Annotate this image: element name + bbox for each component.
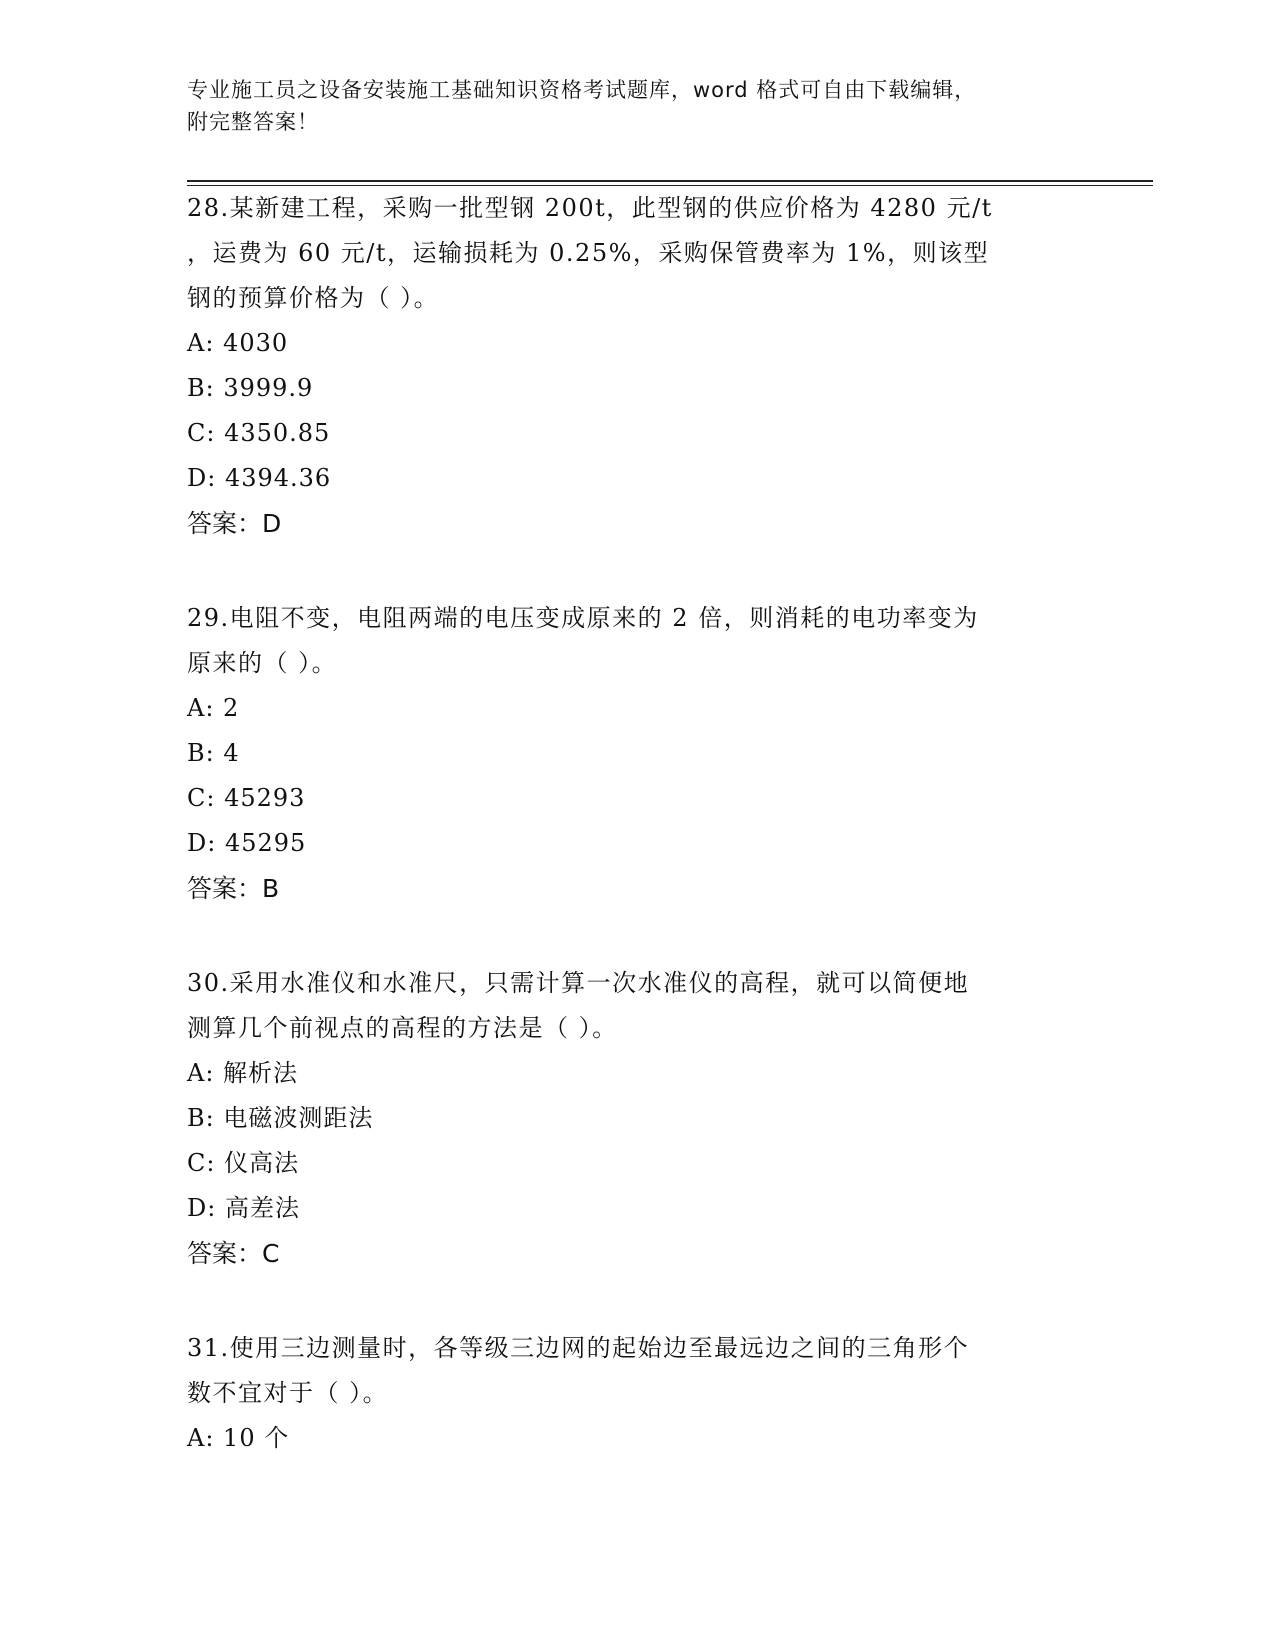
question-text-line: 29.电阻不变，电阻两端的电压变成原来的 2 倍，则消耗的电功率变为 bbox=[187, 604, 979, 632]
answer: 答案：C bbox=[187, 1239, 280, 1268]
option-d: D: 4394.36 bbox=[187, 464, 332, 492]
question-text-line: 数不宜对于（ ）。 bbox=[187, 1379, 389, 1407]
question-text-line: 31.使用三边测量时，各等级三边网的起始边至最远边之间的三角形个 bbox=[187, 1334, 970, 1362]
header-line-1: 专业施工员之设备安装施工基础知识资格考试题库，word 格式可自由下载编辑， bbox=[187, 78, 977, 102]
header-divider bbox=[187, 180, 1153, 182]
option-a: A: 10 个 bbox=[187, 1424, 290, 1452]
answer: 答案：D bbox=[187, 509, 282, 538]
question-29 bbox=[187, 596, 1087, 911]
question-text-line: 28.某新建工程，采购一批型钢 200t，此型钢的供应价格为 4280 元/t bbox=[187, 194, 993, 222]
question-list bbox=[187, 186, 1087, 1461]
option-b: B: 3999.9 bbox=[187, 374, 314, 402]
option-b: B: 电磁波测距法 bbox=[187, 1104, 374, 1132]
option-d: D: 45295 bbox=[187, 829, 307, 857]
question-31 bbox=[187, 1326, 1087, 1461]
spacer bbox=[187, 1276, 1087, 1326]
option-a: A: 解析法 bbox=[187, 1059, 299, 1087]
question-30 bbox=[187, 961, 1087, 1276]
question-text-line: 测算几个前视点的高程的方法是（ ）。 bbox=[187, 1014, 618, 1042]
document-header bbox=[187, 74, 1047, 138]
header-line-2: 附完整答案！ bbox=[187, 110, 319, 134]
option-c: C: 45293 bbox=[187, 784, 306, 812]
question-text-line: ，运费为 60 元/t，运输损耗为 0.25%，采购保管费率为 1%，则该型 bbox=[187, 239, 990, 267]
question-text-line: 原来的（ ）。 bbox=[187, 649, 338, 677]
option-b: B: 4 bbox=[187, 739, 240, 767]
question-text-line: 钢的预算价格为（ ）。 bbox=[187, 284, 440, 312]
spacer bbox=[187, 546, 1087, 596]
question-text-line: 30.采用水准仪和水准尺，只需计算一次水准仪的高程，就可以简便地 bbox=[187, 969, 970, 997]
option-d: D: 高差法 bbox=[187, 1194, 300, 1222]
option-a: A: 2 bbox=[187, 694, 240, 722]
answer: 答案：B bbox=[187, 874, 280, 903]
option-c: C: 4350.85 bbox=[187, 419, 331, 447]
option-a: A: 4030 bbox=[187, 329, 289, 357]
question-28 bbox=[187, 186, 1087, 546]
spacer bbox=[187, 911, 1087, 961]
option-c: C: 仪高法 bbox=[187, 1149, 300, 1177]
